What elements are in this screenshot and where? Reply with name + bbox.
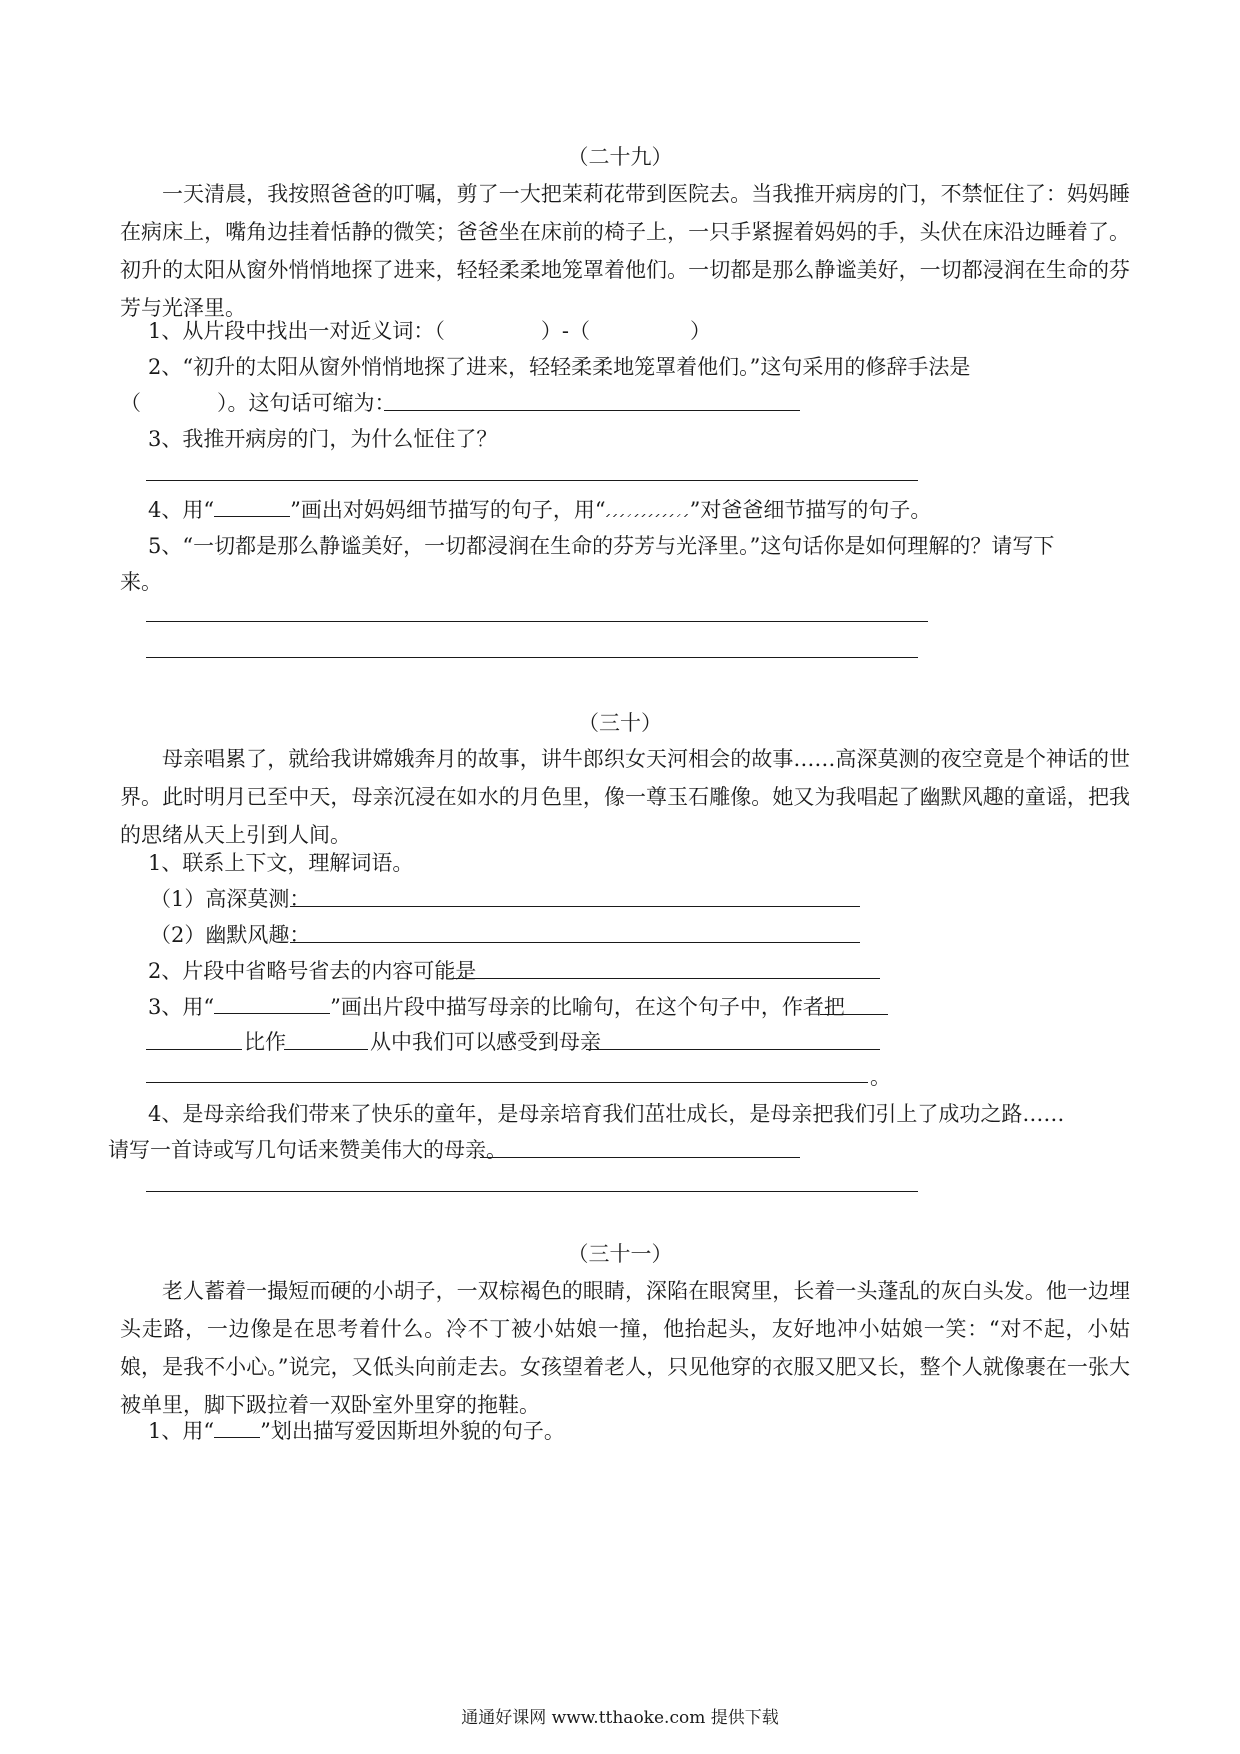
section-31-passage: 老人蓄着一撮短而硬的小胡子，一双棕褐色的眼睛，深陷在眼窝里，长着一头蓬乱的灰白头发。他一边埋头走路，一边像是在思考着什么。冷不丁被小姑娘一撞，他抬起头，友好地冲小姑娘一笑：“对不起，小姑娘，是我不小心。”说完，又低头向前走去。女孩望着老人，只见他穿的衣服又肥又长，整个人就像裹在一张大被单里，脚下趿拉着一双卧室外里穿的拖鞋。 xyxy=(120,1279,1130,1417)
section-29-title: （二十九） xyxy=(567,145,673,169)
answer-line[interactable] xyxy=(284,1049,368,1050)
s30-question-1-2: （2）幽默风趣： xyxy=(150,923,311,947)
s29-question-2: 2、“初升的太阳从窗外悄悄地探了进来，轻轻柔柔地笼罩着他们。”这句采用的修辞手法是 xyxy=(148,355,971,379)
wavy-underline-sample xyxy=(606,509,690,517)
s31-question-1 xyxy=(148,1418,565,1444)
s29-q4-prompt-a: 4、用“ xyxy=(148,498,215,522)
answer-line[interactable] xyxy=(146,621,928,622)
section-31-title: （三十一） xyxy=(567,1242,673,1266)
s29-q2-prompt: ）。这句话可缩为： xyxy=(217,391,396,415)
s29-question-4 xyxy=(148,497,931,523)
s29-q4-prompt-b: ”画出对妈妈细节描写的句子，用“ xyxy=(290,498,606,522)
s30-q3-compare-label: 比作 xyxy=(244,1030,286,1054)
answer-line[interactable] xyxy=(146,1082,868,1083)
s29-q2-open: （ xyxy=(120,391,141,415)
answer-line[interactable] xyxy=(452,978,880,979)
s30-question-3 xyxy=(148,994,845,1020)
answer-line[interactable] xyxy=(820,1014,888,1015)
s31-q1-prompt-b: ”划出描写爱因斯坦外貌的句子。 xyxy=(260,1419,565,1443)
s30-question-4: 4、是母亲给我们带来了快乐的童年，是母亲培育我们茁壮成长，是母亲把我们引上了成功之路…… xyxy=(148,1102,1065,1126)
s29-question-1 xyxy=(148,318,711,344)
s29-question-3: 3、我推开病房的门，为什么怔住了？ xyxy=(148,427,498,451)
s30-question-4-cont: 请写一首诗或写几句话来赞美伟大的母亲。 xyxy=(108,1138,507,1162)
s29-question-5-cont: 来。 xyxy=(120,570,162,594)
answer-line[interactable] xyxy=(480,1157,800,1158)
section-30-title: （三十） xyxy=(578,711,662,735)
section-29-passage: 一天清晨，我按照爸爸的叮嘱，剪了一大把茉莉花带到医院去。当我推开病房的门，不禁怔住了：妈妈睡在病床上，嘴角边挂着恬静的微笑；爸爸坐在床前的椅子上，一只手紧握着妈妈的手，头伏在床沿边睡着了。初升的太阳从窗外悄悄地探了进来，轻轻柔柔地笼罩着他们。一切都是那么静谧美好，一切都浸润在生命的芬芳与光泽里。 xyxy=(120,182,1130,320)
s30-q3-prompt-b: ”画出片段中描写母亲的比喻句，在这个句子中，作者把 xyxy=(330,995,845,1019)
s29-q1-prompt: 1、从片段中找出一对近义词：（ xyxy=(148,319,445,343)
s30-q3-feel-label: 从中我们可以感受到母亲 xyxy=(370,1030,601,1054)
answer-line[interactable] xyxy=(290,906,860,907)
answer-line[interactable] xyxy=(586,1049,880,1050)
s30-q3-period: 。 xyxy=(870,1065,891,1089)
straight-underline-sample xyxy=(214,995,330,1014)
answer-line[interactable] xyxy=(290,942,860,943)
s29-q4-prompt-c: ”对爸爸细节描写的句子。 xyxy=(689,498,932,522)
s31-q1-prompt-a: 1、用“ xyxy=(148,1419,215,1443)
s30-question-1-1: （1）高深莫测： xyxy=(150,887,311,911)
answer-line[interactable] xyxy=(146,1191,918,1192)
s29-q1-dash: ）-（ xyxy=(540,319,590,343)
s30-question-1: 1、联系上下文，理解词语。 xyxy=(148,851,414,875)
s29-question-2-cont xyxy=(120,390,396,416)
footer-watermark: 通通好课网 www.tthaoke.com 提供下载 xyxy=(461,1708,779,1728)
s30-q3-prompt-a: 3、用“ xyxy=(148,995,215,1019)
s29-question-5: 5、“一切都是那么静谧美好，一切都浸润在生命的芬芳与光泽里。”这句话你是如何理解的？请写下 xyxy=(148,534,1055,558)
section-30-passage: 母亲唱累了，就给我讲嫦娥奔月的故事，讲牛郎织女天河相会的故事……高深莫测的夜空竟是个神话的世界。此时明月已至中天，母亲沉浸在如水的月色里，像一尊玉石雕像。她又为我唱起了幽默风趣的童谣，把我的思绪从天上引到人间。 xyxy=(120,747,1130,847)
answer-line[interactable] xyxy=(146,657,918,658)
straight-underline-sample xyxy=(214,1419,260,1438)
straight-underline-sample xyxy=(214,498,290,517)
s30-question-2: 2、片段中省略号省去的内容可能是 xyxy=(148,959,477,983)
answer-line[interactable] xyxy=(146,1049,242,1050)
answer-line[interactable] xyxy=(384,410,800,411)
s29-q1-close: ） xyxy=(689,319,711,343)
answer-line[interactable] xyxy=(146,480,918,481)
